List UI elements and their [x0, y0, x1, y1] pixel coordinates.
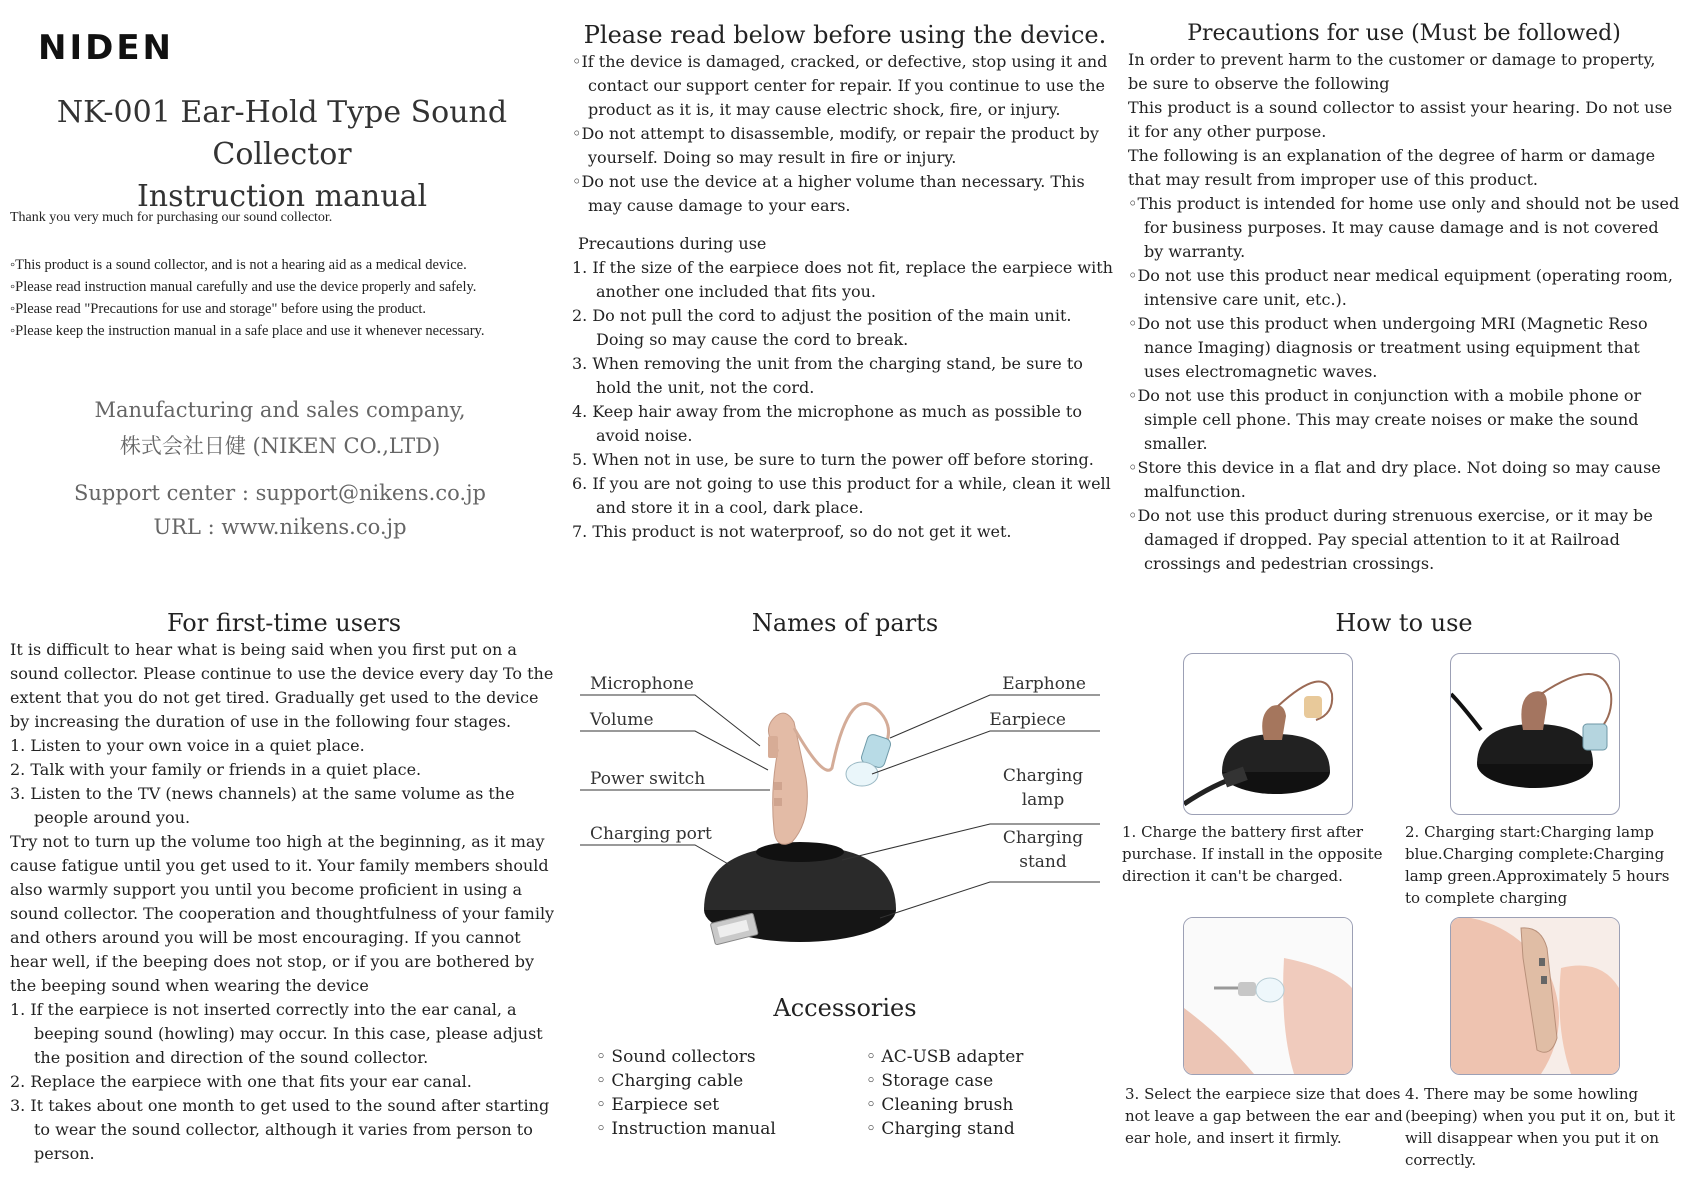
accessory-item: ◦ Charging stand [866, 1119, 1015, 1139]
charging-stand-label [1000, 826, 1086, 874]
charging-port-label: Charging port [590, 824, 712, 844]
intro-notes [10, 254, 570, 342]
charging-lamp-line-1: Charging [1002, 766, 1084, 786]
charging-lamp-line-2: lamp [1021, 790, 1065, 810]
accessories-section [572, 993, 1118, 1023]
warning-item: ◦Do not use the device at a higher volume than necessary. This may cause damage to your ears. [572, 172, 1085, 215]
step-3-caption: 3. Select the earpiece size that does not leave a gap between the ear and ear hole, and insert it firmly. [1125, 1085, 1403, 1147]
step-1-caption: 1. Charge the battery first after purchase. If install in the opposite direction it can't be charged. [1122, 823, 1383, 885]
tip-item: 3. It takes about one month to get used to the sound after starting to wear the sound collector, although it varies from person to person. [10, 1096, 550, 1163]
stage-item: 3. Listen to the TV (news channels) at the same volume as the people around you. [10, 784, 515, 827]
step-2-caption: 2. Charging start:Charging lamp blue.Charging complete:Charging lamp green.Approximately 5 hours to complete charging [1405, 823, 1670, 907]
during-use-heading: Precautions during use [578, 234, 767, 253]
precaution-item: ◦Store this device in a flat and dry place. Not doing so may cause malfunction. [1128, 458, 1661, 501]
precautions-section [1128, 20, 1680, 576]
precaution-item: ◦Do not use this product near medical equipment (operating room, intensive care unit, etc.). [1128, 266, 1673, 309]
step-4-caption: 4. There may be some howling (beeping) when you put it on, but it will disappear when you put it on correctly. [1405, 1085, 1675, 1169]
during-use-item: 6. If you are not going to use this product for a while, clean it well and store it in a cool, dark place. [572, 474, 1111, 517]
title-line-2: Instruction manual [136, 179, 428, 214]
intro-note: ◦This product is a sound collector, and is not a hearing aid as a medical device. [10, 257, 467, 273]
tip-item: 1. If the earpiece is not inserted correctly into the ear canal, a beeping sound (howling) may occur. In this case, please adjust the position and direction of the sound collector. [10, 1000, 543, 1067]
read-below-heading: Please read below before using the device. [583, 21, 1107, 49]
earpiece-label: Earpiece [989, 710, 1066, 730]
stage-item: 1. Listen to your own voice in a quiet place. [10, 736, 365, 755]
brand-logo: NIDEN [38, 28, 175, 68]
during-use-item: 3. When removing the unit from the charging stand, be sure to hold the unit, not the cord. [572, 354, 1083, 397]
first-time-paragraph: It is difficult to hear what is being said when you first put on a sound collector. Please continue to use the device every day To the extent that you do not get tired. Gradually get used to the device by increasing the duration of use in the following four stages. [10, 640, 554, 731]
first-time-section [10, 608, 558, 1166]
accessory-item: ◦ Sound collectors [596, 1047, 756, 1067]
precaution-item: ◦This product is intended for home use only and should not be used for business purposes. It may cause damage and is not covered by warranty. [1128, 194, 1680, 261]
step-2-photo [1450, 653, 1620, 815]
precautions-heading: Precautions for use (Must be followed) [1187, 21, 1621, 46]
step-3-photo [1183, 917, 1353, 1075]
accessory-item: ◦ Charging cable [596, 1071, 744, 1091]
support-email: Support center : support@nikens.co.jp [74, 481, 486, 505]
charging-stand-line-2: stand [1019, 852, 1067, 872]
warning-item: ◦Do not attempt to disassemble, modify, or repair the product by yourself. Doing so may result in fire or injury. [572, 124, 1099, 167]
company-info [40, 392, 520, 464]
first-time-paragraph: Try not to turn up the volume too high at the beginning, as it may cause fatigue until you get used to it. Your family members should also warmly support you until you become proficient in using a sound collector. The cooperation and thoughtfulness of your family and others around you will be most encouraging. If you cannot hear well, if the beeping does not stop, or if you are bothered by the beeping sound when wearing the device [10, 832, 555, 995]
precaution-item: ◦Do not use this product in conjunction with a mobile phone or simple cell phone. This may create noises or make the sound smaller. [1128, 386, 1642, 453]
warning-item: ◦If the device is damaged, cracked, or defective, stop using it and contact our support center for repair. If you continue to use the product as it is, it may cause electric shock, fire, or injury. [572, 52, 1108, 119]
manual-title [6, 92, 558, 218]
during-use-item: 4. Keep hair away from the microphone as much as possible to avoid noise. [572, 402, 1082, 445]
precautions-intro: The following is an explanation of the degree of harm or damage that may result from improper use of this product. [1128, 146, 1656, 189]
title-line-1: NK-001 Ear-Hold Type Sound Collector [56, 95, 508, 172]
step-4-photo [1450, 917, 1620, 1075]
how-to-section [1128, 608, 1680, 638]
charging-stand-illustration [704, 842, 896, 945]
accessory-item: ◦ Storage case [866, 1071, 994, 1091]
charging-stand-line-1: Charging [1002, 828, 1084, 848]
precautions-intro: This product is a sound collector to assist your hearing. Do not use it for any other purpose. [1128, 98, 1673, 141]
stage-item: 2. Talk with your family or friends in a quiet place. [10, 760, 422, 779]
charging-lamp-label [1000, 764, 1086, 812]
precaution-item: ◦Do not use this product during strenuous exercise, or it may be damaged if dropped. Pay special attention to it at Railroad crossings and pedestrian crossings. [1128, 506, 1653, 573]
tip-item: 2. Replace the earpiece with one that fits your ear canal. [10, 1072, 472, 1091]
accessories-left-list [596, 1045, 776, 1141]
accessories-heading: Accessories [773, 994, 917, 1022]
precautions-intro: In order to prevent harm to the customer or damage to property, be sure to observe the following [1128, 50, 1656, 93]
during-use-item: 1. If the size of the earpiece does not fit, replace the earpiece with another one included that fits you. [572, 258, 1113, 301]
volume-label: Volume [590, 710, 654, 730]
read-below-section [572, 20, 1118, 544]
accessory-item: ◦ AC-USB adapter [866, 1047, 1024, 1067]
during-use-item: 5. When not in use, be sure to turn the power off before storing. [572, 450, 1094, 469]
intro-note: ◦Please read "Precautions for use and storage" before using the product. [10, 301, 426, 317]
thanks-text: Thank you very much for purchasing our sound collector. [10, 210, 333, 225]
accessory-item: ◦ Instruction manual [596, 1119, 776, 1139]
step-1-photo [1183, 653, 1353, 815]
company-line-1: Manufacturing and sales company, [94, 398, 466, 422]
microphone-label: Microphone [590, 674, 694, 694]
accessories-right-list [866, 1045, 1023, 1141]
accessory-item: ◦ Cleaning brush [866, 1095, 1014, 1115]
parts-section [572, 608, 1118, 638]
precaution-item: ◦Do not use this product when undergoing MRI (Magnetic Reso nance Imaging) diagnosis or treatment using equipment that uses electromagnetic waves. [1128, 314, 1648, 381]
during-use-item: 7. This product is not waterproof, so do not get it wet. [572, 522, 1012, 541]
support-info [40, 476, 520, 544]
earphone-label: Earphone [1002, 674, 1086, 694]
intro-note: ◦Please read instruction manual carefully and use the device properly and safely. [10, 279, 477, 295]
how-to-heading: How to use [1335, 609, 1473, 637]
company-line-2: 株式会社日健 (NIKEN CO.,LTD) [119, 434, 441, 458]
accessory-item: ◦ Earpiece set [596, 1095, 720, 1115]
first-time-heading: For first-time users [166, 609, 402, 637]
website-url: URL : www.nikens.co.jp [153, 515, 407, 539]
during-use-item: 2. Do not pull the cord to adjust the position of the main unit. Doing so may cause the cord to break. [572, 306, 1072, 349]
intro-note: ◦Please keep the instruction manual in a safe place and use it whenever necessary. [10, 323, 485, 339]
parts-heading: Names of parts [751, 609, 939, 637]
power-switch-label: Power switch [590, 769, 706, 789]
